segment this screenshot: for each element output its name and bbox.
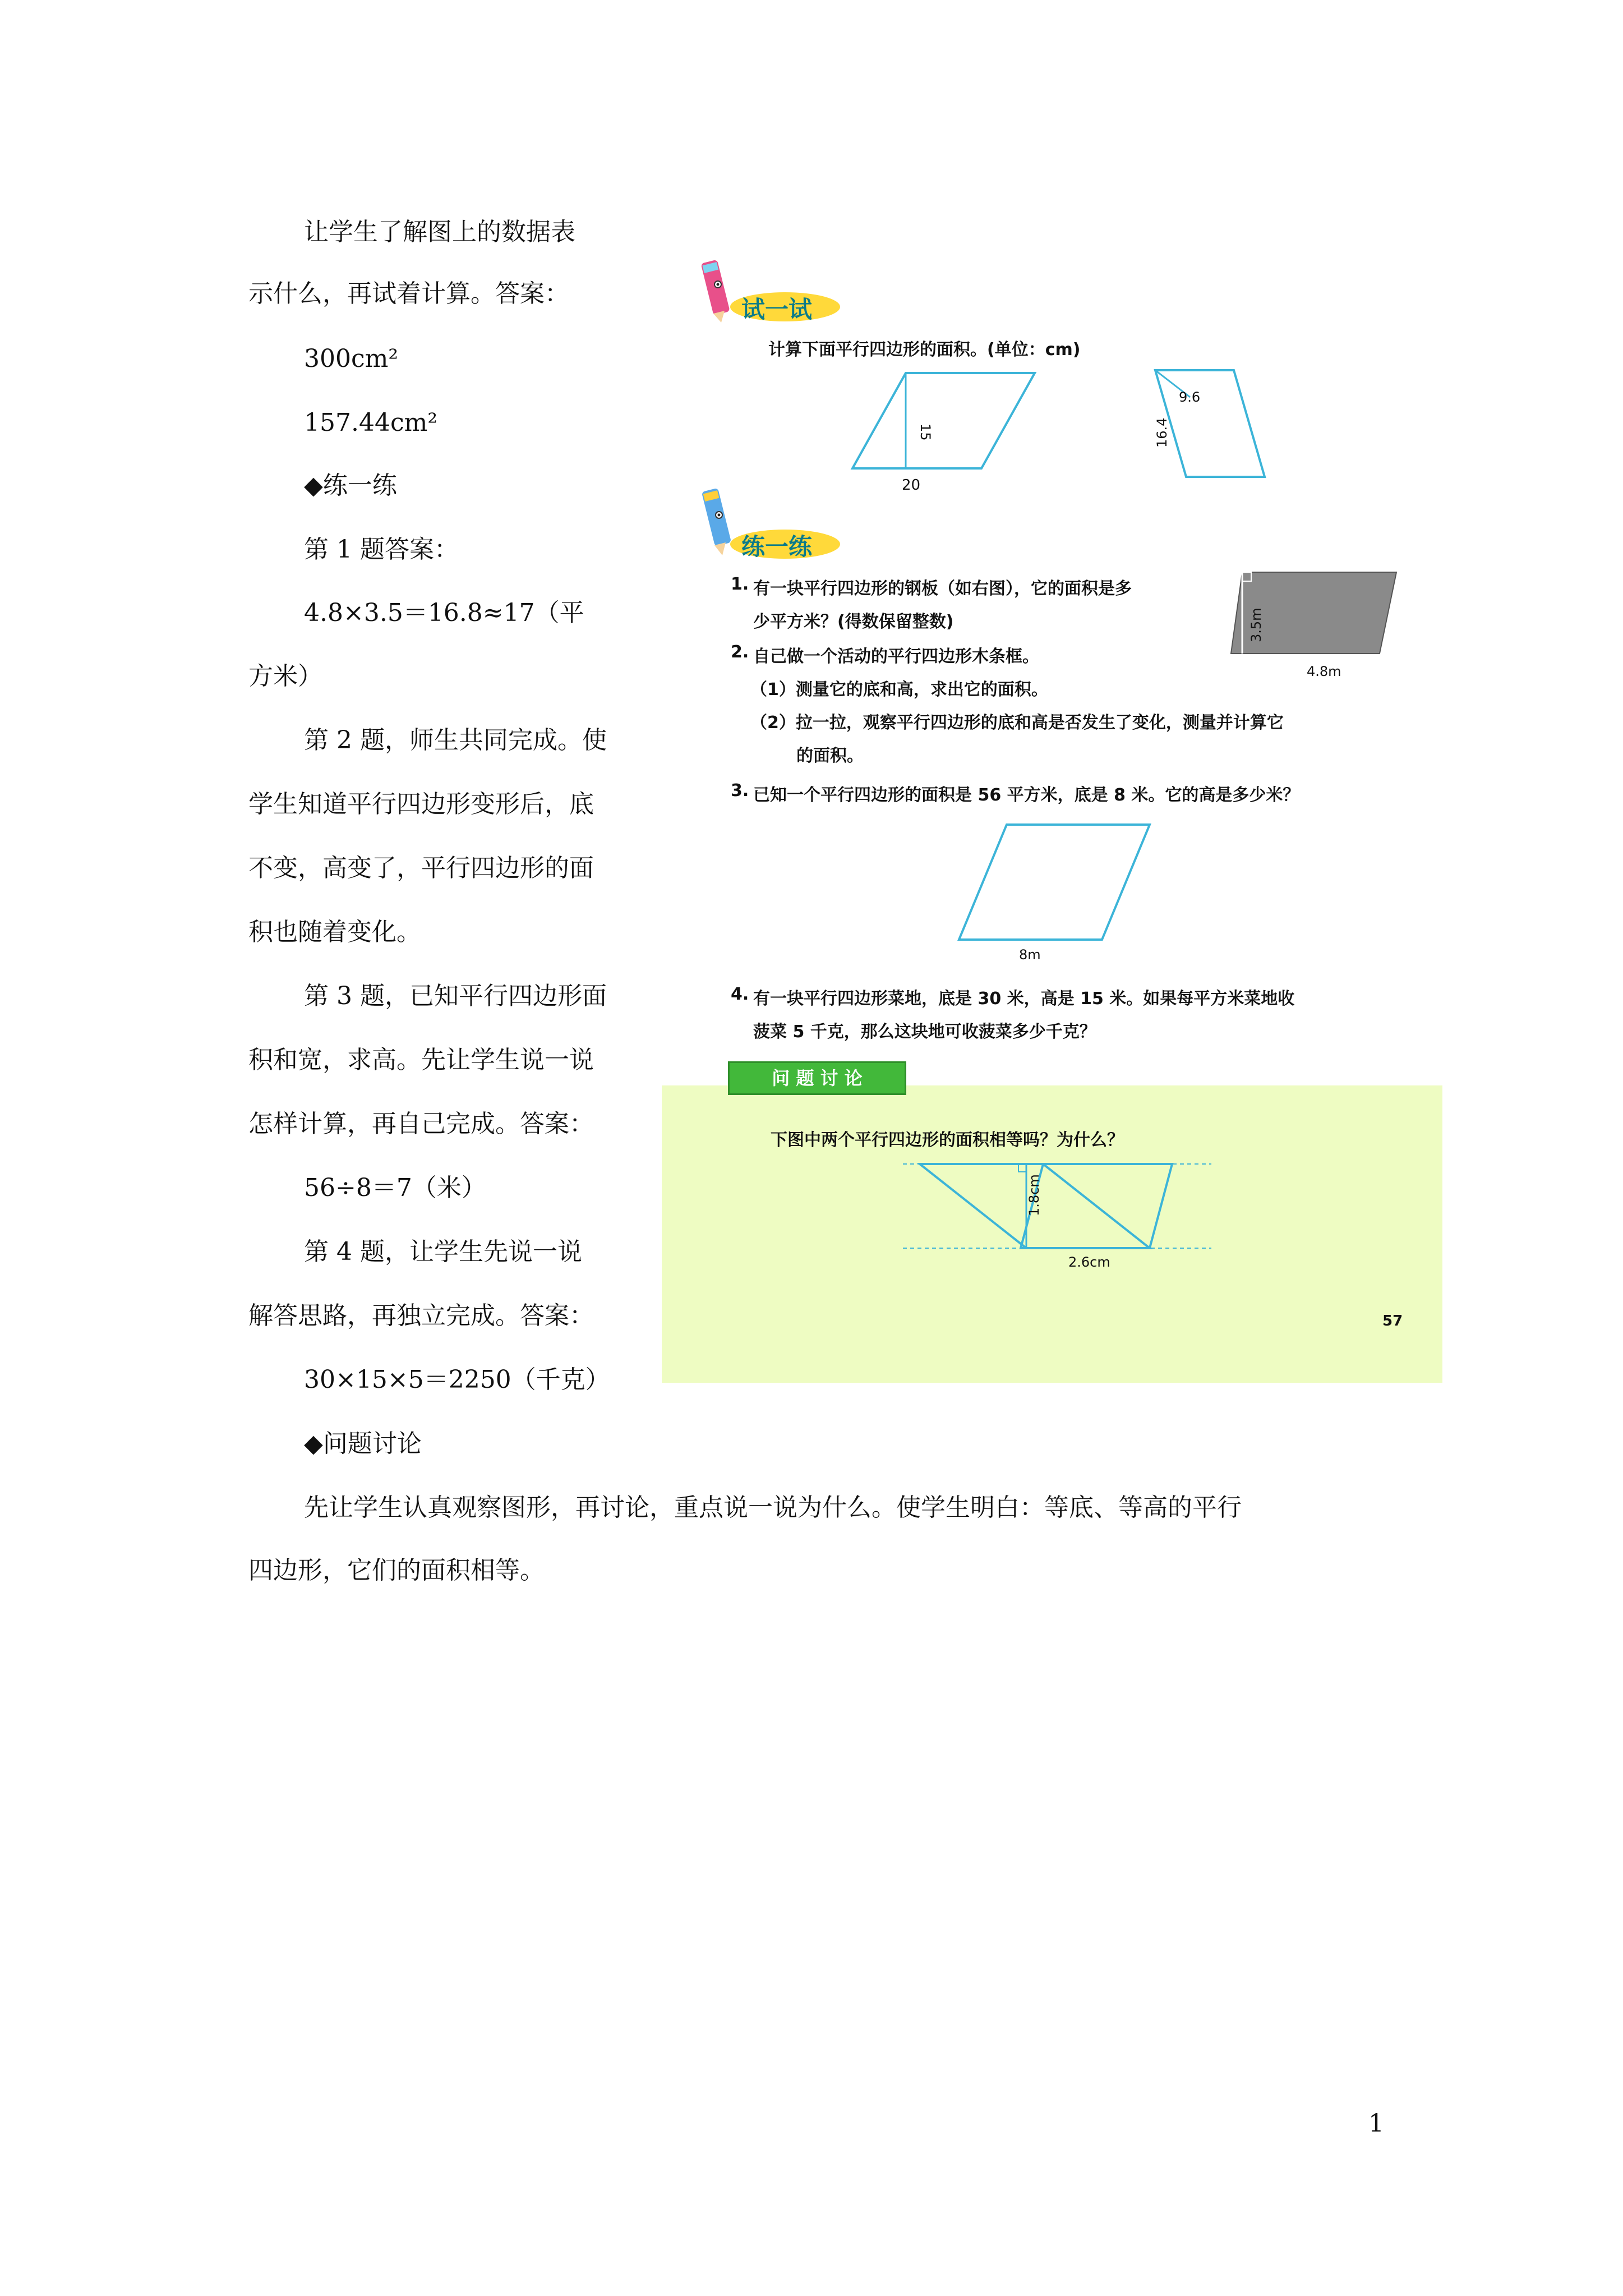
item1-line2: 少平方米？(得数保留整数) <box>753 612 954 632</box>
item3-number: 3. <box>731 781 749 800</box>
item3-figure <box>956 819 1158 965</box>
item1-fig-base: 4.8m <box>1307 664 1341 679</box>
item3-line1: 已知一个平行四边形的面积是 56 平方米，底是 8 米。它的高是多少米？ <box>753 785 1300 805</box>
discussion-line2: 四边形，它们的面积相等。 <box>248 1556 545 1585</box>
try-fig1-height: 15 <box>917 424 933 441</box>
q3-line3: 怎样计算，再自己完成。答案： <box>248 1110 594 1138</box>
item3-fig-base: 8m <box>1019 947 1041 963</box>
q2-line1: 第 2 题，师生共同完成。使 <box>304 726 607 754</box>
q2-line4: 积也随着变化。 <box>248 918 421 946</box>
discussion-badge <box>728 1061 906 1095</box>
parallelogram-shape <box>852 373 1035 468</box>
item2-number: 2. <box>731 642 749 662</box>
discussion-badge-label: 问 题 讨 论 <box>772 1068 863 1089</box>
item1-line1: 有一块平行四边形的钢板（如右图），它的面积是多 <box>753 579 1132 599</box>
item4-line1: 有一块平行四边形菜地，底是 30 米，高是 15 米。如果每平方米菜地收 <box>753 989 1295 1009</box>
item2-sub1: （1）测量它的底和高，求出它的面积。 <box>750 680 1048 700</box>
discussion-fig-height: 1.8cm <box>1026 1174 1042 1216</box>
parallelogram-shape <box>959 825 1150 940</box>
answer-2: 157.44cm² <box>304 408 437 437</box>
try-prompt: 计算下面平行四边形的面积。(单位：cm) <box>768 340 1081 360</box>
try-badge <box>701 255 841 323</box>
item1-number: 1. <box>731 574 749 594</box>
item2-sub2-line1: （2）拉一拉，观察平行四边形的底和高是否发生了变化，测量并计算它 <box>750 713 1284 733</box>
answer-1: 300cm² <box>304 344 398 373</box>
p1-line1: 让学生了解图上的数据表 <box>304 218 575 246</box>
q2-line2: 学生知道平行四边形变形后，底 <box>248 790 594 818</box>
q1-title: 第 1 题答案： <box>304 535 459 564</box>
try-figure-2 <box>1138 365 1273 488</box>
try-badge-label: 试一试 <box>741 296 813 323</box>
q3-line1: 第 3 题，已知平行四边形面 <box>304 982 607 1010</box>
item2-sub2-line2: 的面积。 <box>796 746 864 766</box>
discussion-figure <box>903 1156 1217 1279</box>
q3-answer: 56÷8＝7（米） <box>304 1174 486 1202</box>
try-fig2-side: 16.4 <box>1154 417 1170 448</box>
q2-line3: 不变，高变了，平行四边形的面 <box>248 854 594 882</box>
discussion-question: 下图中两个平行四边形的面积相等吗？为什么？ <box>771 1130 1124 1150</box>
section-discussion-heading: ◆问题讨论 <box>304 1429 422 1458</box>
book-page-number: 57 <box>1382 1313 1403 1329</box>
item1-steel-plate-figure <box>1228 569 1408 682</box>
q1-line1: 4.8×3.5＝16.8≈17（平 <box>304 599 584 627</box>
section-practice-heading: ◆练一练 <box>304 471 397 500</box>
q4-line2: 解答思路，再独立完成。答案： <box>248 1301 594 1330</box>
item1-fig-height: 3.5m <box>1248 608 1264 642</box>
item4-number: 4. <box>731 984 749 1004</box>
p1-line2: 示什么，再试着计算。答案： <box>248 279 569 308</box>
q1-line2: 方米） <box>248 662 322 691</box>
practice-badge-label: 练一练 <box>741 533 813 560</box>
discussion-fig-base: 2.6cm <box>1068 1254 1110 1270</box>
q3-line2: 积和宽，求高。先让学生说一说 <box>248 1046 594 1074</box>
try-fig2-height: 9.6 <box>1179 389 1201 405</box>
q4-answer: 30×15×5＝2250（千克） <box>304 1365 610 1394</box>
parallelogram-shape <box>1155 370 1265 477</box>
item2-line1: 自己做一个活动的平行四边形木条框。 <box>753 647 1039 666</box>
right-angle-mark <box>1018 1164 1026 1172</box>
q4-line1: 第 4 题，让学生先说一说 <box>304 1237 582 1266</box>
item4-line2: 菠菜 5 千克，那么这块地可收菠菜多少千克？ <box>753 1022 1096 1042</box>
practice-badge <box>701 482 841 561</box>
try-figure-1 <box>841 367 1043 496</box>
discussion-line1: 先让学生认真观察图形，再讨论，重点说一说为什么。使学生明白：等底、等高的平行 <box>304 1493 1242 1522</box>
page-number: 1 <box>1368 2109 1384 2138</box>
try-fig1-base: 20 <box>902 477 921 494</box>
